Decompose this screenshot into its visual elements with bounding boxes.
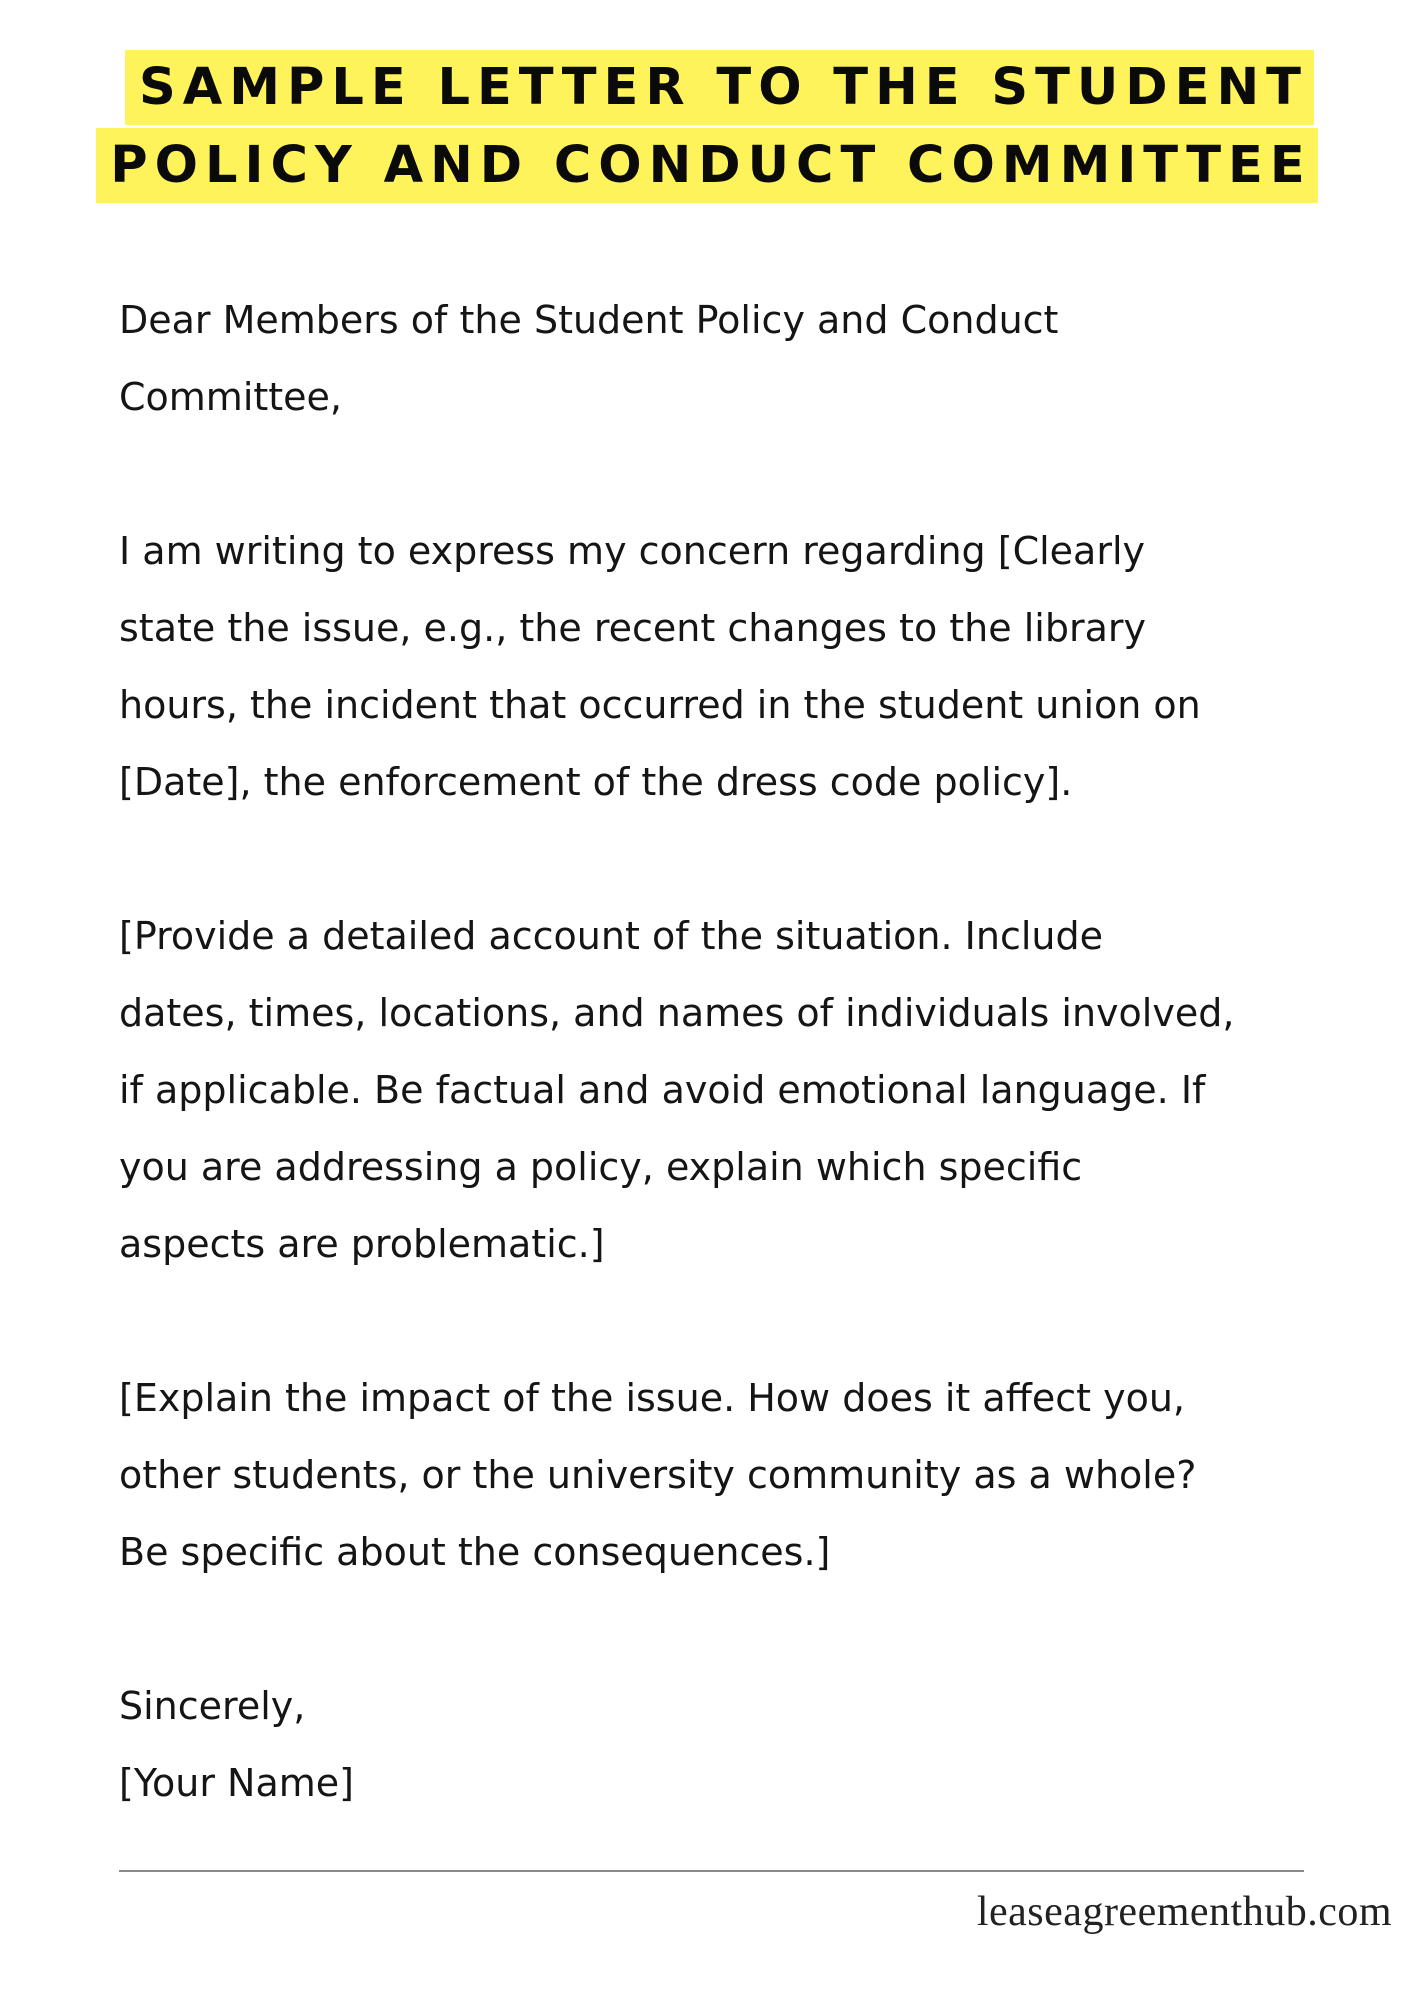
paragraph-line: Be specific about the consequences.] bbox=[119, 1530, 831, 1574]
signature-name: [Your Name] bbox=[119, 1761, 354, 1805]
paragraph-concern bbox=[119, 513, 1349, 821]
paragraph-line: hours, the incident that occurred in the student union on bbox=[119, 683, 1201, 727]
paragraph-line: [Provide a detailed account of the situation. Include bbox=[119, 914, 1103, 958]
letter-body bbox=[119, 282, 1349, 1822]
site-footer-text: leaseagreementhub.com bbox=[976, 1889, 1392, 1935]
paragraph-account bbox=[119, 898, 1349, 1283]
paragraph-line: aspects are problematic.] bbox=[119, 1222, 605, 1266]
paragraph-line: state the issue, e.g., the recent changes to the library bbox=[119, 606, 1146, 650]
paragraph-line: dates, times, locations, and names of individuals involved, bbox=[119, 991, 1235, 1035]
paragraph-line: you are addressing a policy, explain which specific bbox=[119, 1145, 1083, 1189]
footer-divider bbox=[119, 1870, 1304, 1872]
salutation-line: Committee, bbox=[119, 375, 343, 419]
title-line-1: SAMPLE LETTER TO THE STUDENT bbox=[125, 50, 1314, 125]
paragraph-line: I am writing to express my concern regarding [Clearly bbox=[119, 529, 1145, 573]
paragraph-line: if applicable. Be factual and avoid emotional language. If bbox=[119, 1068, 1206, 1112]
salutation bbox=[119, 282, 1349, 436]
document-title bbox=[0, 50, 1414, 206]
paragraph-line: other students, or the university community as a whole? bbox=[119, 1453, 1197, 1497]
salutation-line: Dear Members of the Student Policy and Conduct bbox=[119, 298, 1059, 342]
paragraph-line: [Explain the impact of the issue. How does it affect you, bbox=[119, 1376, 1185, 1420]
closing bbox=[119, 1668, 1349, 1822]
title-line-2: POLICY AND CONDUCT COMMITTEE bbox=[96, 128, 1317, 203]
paragraph-line: [Date], the enforcement of the dress code policy]. bbox=[119, 760, 1073, 804]
signoff: Sincerely, bbox=[119, 1684, 306, 1728]
paragraph-impact bbox=[119, 1360, 1349, 1591]
